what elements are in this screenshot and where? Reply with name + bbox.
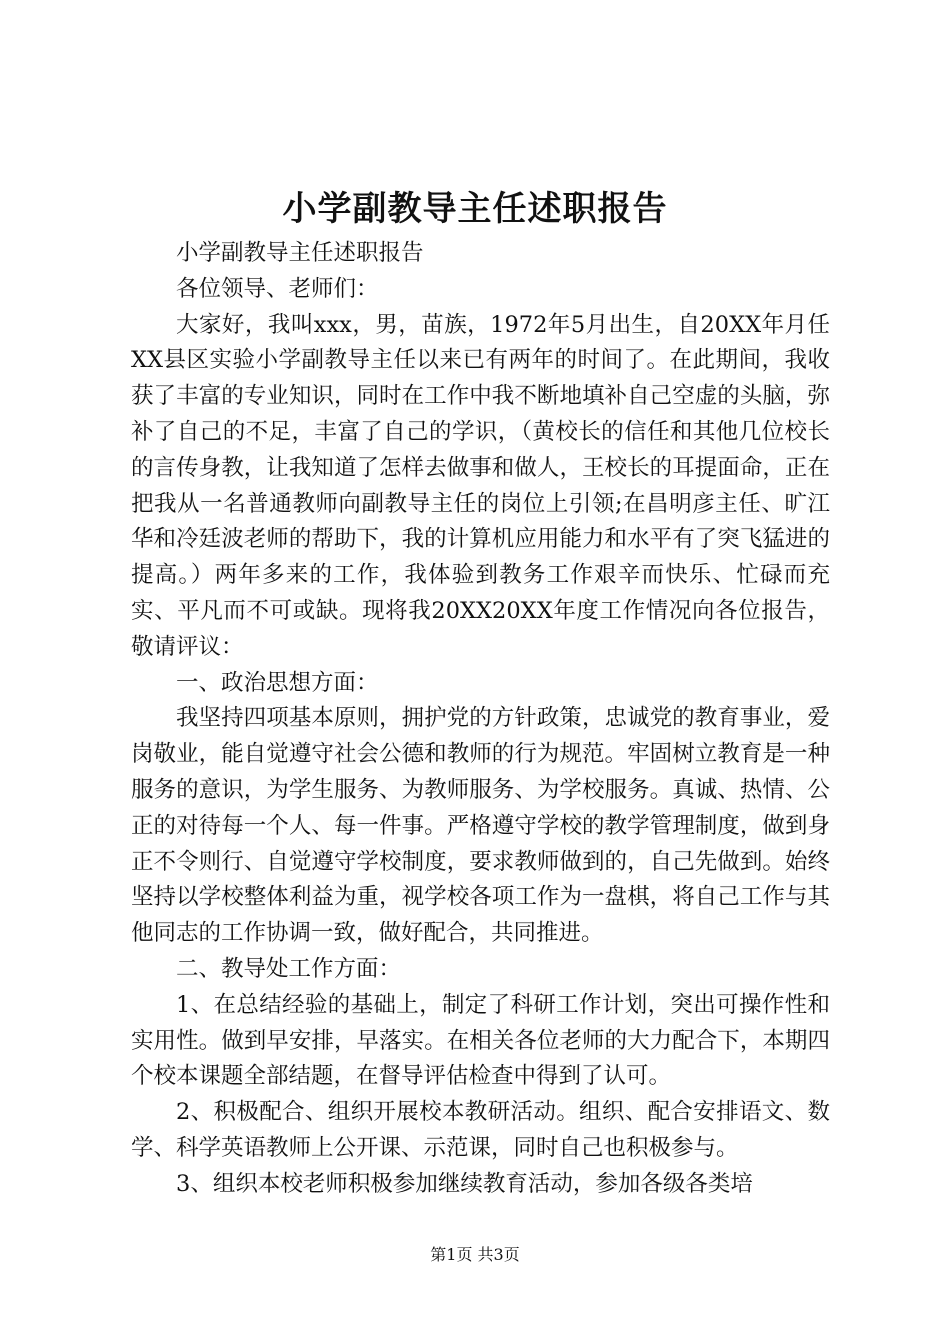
paragraph-political: 我坚持四项基本原则，拥护党的方针政策，忠诚党的教育事业，爱岗敬业，能自觉遵守社会公德和教师的行为规范。牢固树立教育是一种服务的意识，为学生服务、为教师服务、为学校服务。真诚、热情、公正的对待每一个人、每一件事。严格遵守学校的教学管理制度，做到身正不令则行、自觉遵守学校制度，要求教师做到的，自己先做到。始终坚持以学校整体利益为重，视学校各项工作为一盘棋，将自己工作与其他同志的工作协调一致，做好配合，共同推进。 xyxy=(131,705,830,947)
paragraph-heading-repeat: 小学副教导主任述职报告 xyxy=(176,240,424,266)
paragraph-introduction: 大家好，我叫xxx，男，苗族，1972年5月出生，自20XX年月任XX县区实验小学副教导主任以来已有两年的时间了。在此期间，我收获了丰富的专业知识，同时在工作中我不断地填补自己空虚的头脑，弥补了自己的不足，丰富了自己的学识，（黄校长的信任和其他几位校长的言传身教，让我知道了怎样去做事和做人，王校长的耳提面命，正在把我从一名普通教师向副教导主任的岗位上引领;在昌明彦主任、旷江华和冷廷波老师的帮助下，我的计算机应用能力和水平有了突飞猛进的提高。）两年多来的工作，我体验到教务工作艰辛而快乐、忙碌而充实、平凡而不可或缺。现将我20XX20XX年度工作情况向各位报告，敬请评议： xyxy=(131,311,830,660)
section-heading-teaching-office: 二、教导处工作方面： xyxy=(176,955,402,982)
paragraph-salutation: 各位领导、老师们： xyxy=(176,275,379,302)
paragraph-item-2: 2、积极配合、组织开展校本教研活动。组织、配合安排语文、数学、科学英语教师上公开课、示范课，同时自己也积极参与。 xyxy=(131,1099,830,1161)
paragraph-item-1: 1、在总结经验的基础上，制定了科研工作计划，突出可操作性和实用性。做到早安排，早落实。在相关各位老师的大力配合下，本期四个校本课题全部结题，在督导评估检查中得到了认可。 xyxy=(131,991,830,1090)
paragraph-item-3: 3、组织本校老师积极参加继续教育活动，参加各级各类培 xyxy=(176,1170,753,1197)
document-body xyxy=(131,236,830,1203)
page-footer: 第1页 共3页 xyxy=(430,1245,520,1264)
document-title: 小学副教导主任述职报告 xyxy=(282,189,668,229)
section-heading-political: 一、政治思想方面： xyxy=(176,669,379,696)
